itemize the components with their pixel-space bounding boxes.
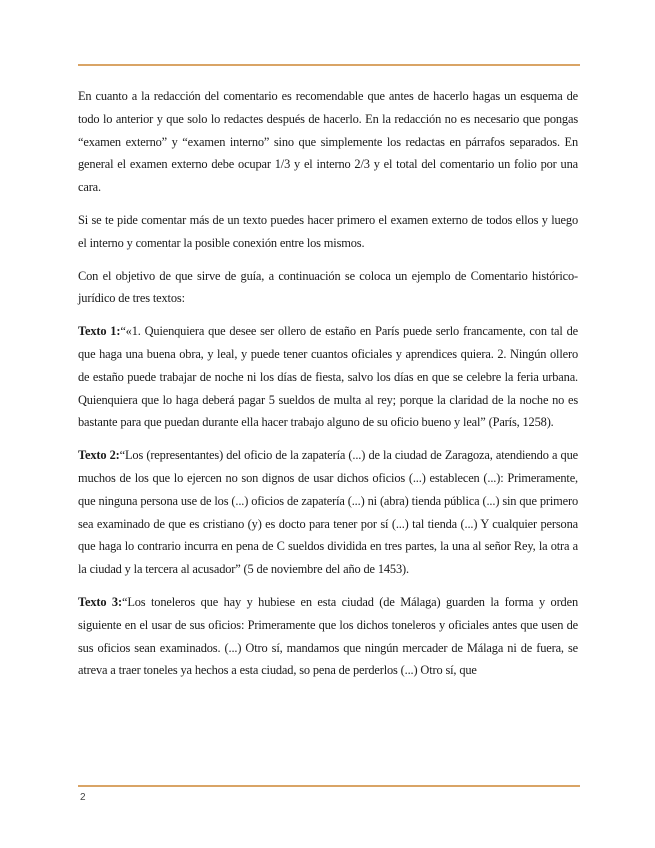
texto-3-content: “Los toneleros que hay y hubiese en esta ciudad (de Málaga) guarden la forma y orden siguiente en el usar de sus oficios: Primeramente que los dichos toneleros y oficiales antes que usen de sus oficios sean examinados. (...) Otro sí, mandamos que ningún mercader de Málaga ni de fuera, se atreva a traer toneles ya hechos a esta ciudad, so pena de perderlos (...) Otro sí, que: [78, 594, 578, 678]
texto-1-label: Texto 1:: [78, 324, 121, 339]
texto-1-content: “«1. Quienquiera que desee ser ollero de estaño en París puede serlo francamente, con tal de que haga una buena obra, y leal, y puede tener cuantos oficiales y aprendices quiera. 2. Ningún ollero de estaño puede trabajar de noche ni los días de fiesta, salvo los días en que se celebre la feria urbana. Quienquiera que lo haga deberá pagar 5 sueldos de multa al rey; porque la claridad de la noche no es bastante para que puedan durante ella hacer trabajo alguno de su oficio bueno y leal” (París, 1258).: [78, 324, 578, 430]
texto-3-paragraph: [78, 591, 578, 682]
texto-2-paragraph: [78, 444, 578, 581]
texto-2-content: “Los (representantes) del oficio de la zapatería (...) de la ciudad de Zaragoza, atendiendo a que muchos de los que lo ejercen no son dignos de usar dichos oficios (...) establecen (...): Primeramente, que ninguna persona use de los (...) oficios de zapatería (...) ni (abra) tienda pública (...) sin que primero sea examinado de que es cristiano (y) es docto para tener por sí (...) tal tienda (...) Y cualquier persona que haga lo contrario incurra en pena de C sueldos dividida en tres partes, la una al señor Rey, la otra a la ciudad y la tercera al acusador” (5 de noviembre del año de 1453).: [78, 448, 578, 577]
texto-1-paragraph: [78, 320, 578, 434]
paragraph-varios-textos: Si se te pide comentar más de un texto puedes hacer primero el examen externo de todos ellos y luego el interno y comentar la posible conexión entre los mismos.: [78, 212, 578, 250]
page-number: 2: [80, 792, 86, 803]
texto-2-label: Texto 2:: [78, 448, 120, 463]
texto-3-label: Texto 3:: [78, 594, 122, 609]
paragraph-redaccion: En cuanto a la redacción del comentario es recomendable que antes de hacerlo hagas un esquema de todo lo anterior y que solo lo redactes después de hacerlo. En la redacción no es necesario que pongas “examen externo” y “examen interno” sino que simplemente los redactas en párrafos separados. En general el examen externo debe ocupar 1/3 y el interno 2/3 y el total del comentario un folio por una cara.: [78, 89, 578, 195]
paragraph-introduccion-ejemplo: Con el objetivo de que sirve de guía, a continuación se coloca un ejemplo de Comentario histórico-jurídico de tres textos:: [78, 268, 578, 306]
document-body: [78, 85, 578, 692]
footer-rule: [78, 785, 580, 787]
header-rule: [78, 64, 580, 66]
